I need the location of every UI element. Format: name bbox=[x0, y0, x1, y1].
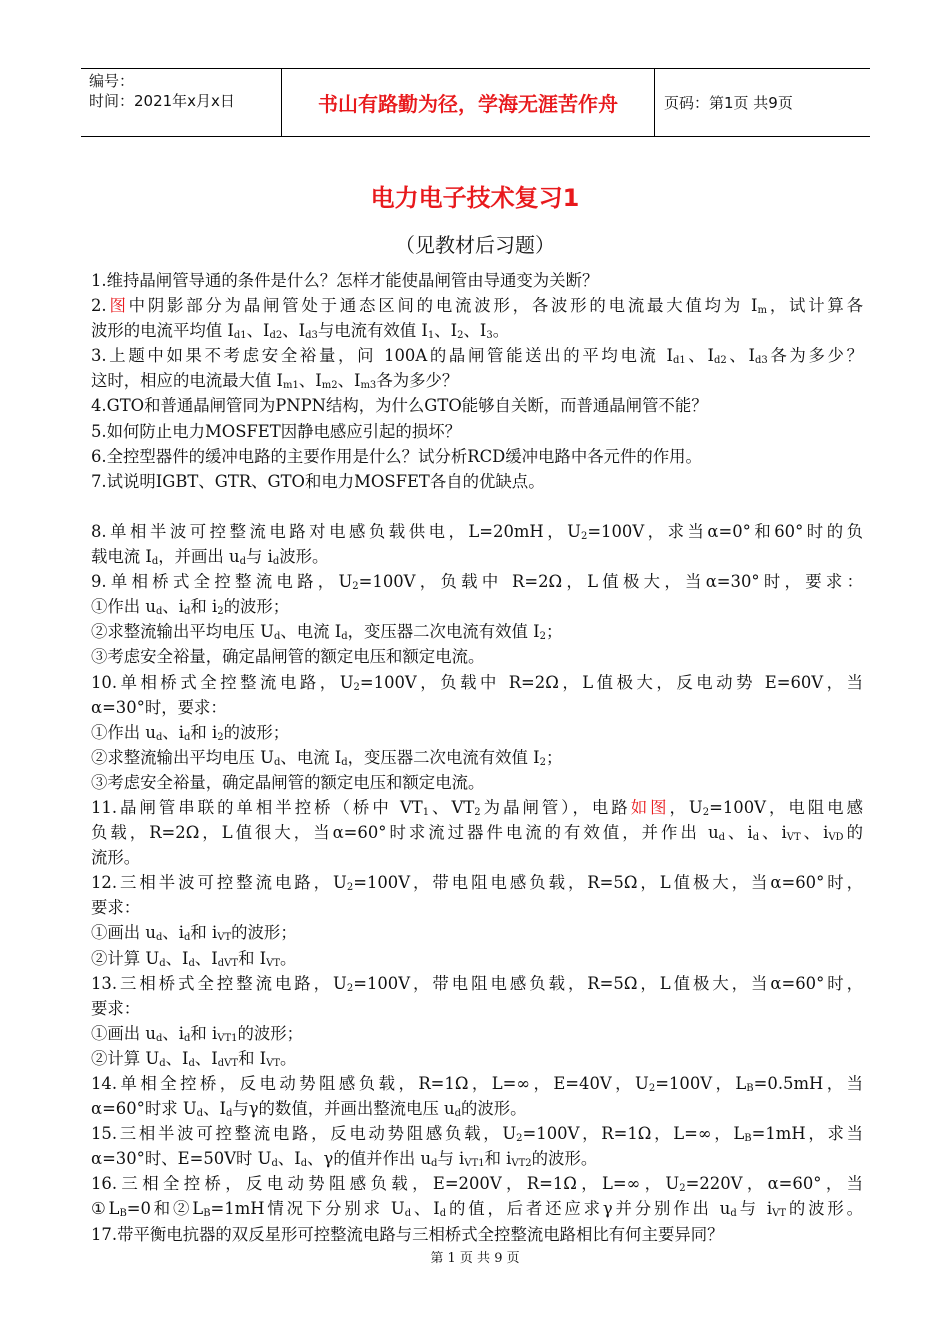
header-motto: 书山有路勤为径，学海无涯苦作舟 bbox=[282, 69, 655, 136]
number-label: 编号： bbox=[89, 72, 135, 90]
question-line: ②计算 $U_d$、$I_d$、$I_{dVT}$和 $I_{VT}$。 bbox=[91, 948, 297, 969]
question-line: 2.图中阴影部分为晶闸管处于通态区间的电流波形，各波形的电流最大值均为 $I_m$，试计算各 bbox=[91, 296, 864, 317]
header-meta bbox=[81, 69, 282, 136]
question-line: α=30°时、E=50V时 $U_d$、$I_d$、γ的值并作出 $u_d$与 $i_{VT1}$和 $i_{VT2}$的波形。 bbox=[91, 1149, 598, 1170]
question-line: ①作出 $u_d$、$i_d$和 $i_2$的波形； bbox=[91, 722, 290, 743]
page-footer: 第 1 页 共 9 页 bbox=[430, 1251, 520, 1266]
question-line: ①画出 $u_d$、$i_d$和 $i_{VT}$的波形； bbox=[91, 923, 297, 944]
question-line: 16.三相全控桥，反电动势阻感负载，E=200V，R=1Ω，L=∞，$U_2=220V$，α=60°，当 bbox=[91, 1174, 863, 1195]
question-line: 波形的电流平均值 $I_{d1}$、$I_{d2}$、$I_{d3}$与电流有效值 $I_1$、$I_2$、$I_3$。 bbox=[91, 321, 510, 342]
question-line: 5.如何防止电力MOSFET因静电感应引起的损坏？ bbox=[91, 421, 461, 441]
question-line: ③考虑安全裕量，确定晶闸管的额定电压和额定电流。 bbox=[91, 772, 485, 792]
question-line: ②求整流输出平均电压 $U_d$、电流 $I_d$，变压器二次电流有效值 $I_2$； bbox=[91, 747, 563, 768]
question-line: 4.GTO和普通晶闸管同为PNPN结构，为什么GTO能够自关断，而普通晶闸管不能？ bbox=[91, 396, 708, 416]
question-line: 要求： bbox=[91, 998, 141, 1018]
question-line: ①画出 $u_d$、$i_d$和 $i_{VT1}$的波形； bbox=[91, 1023, 304, 1044]
question-line: 负载，R=2Ω，L值很大，当α=60°时求流过器件电流的有效值，并作出 $u_d$、$i_d$、$i_{VT}$、$i_{VD}$的 bbox=[91, 823, 863, 844]
question-list bbox=[91, 268, 863, 1247]
question-line: 1.维持晶闸管导通的条件是什么？怎样才能使晶闸管由导通变为关断？ bbox=[91, 271, 599, 290]
question-line: 13.三相桥式全控整流电路，$U_2=100V$，带电阻电感负载，R=5Ω，L值极大，当α=60°时， bbox=[91, 973, 863, 994]
question-line: 12.三相半波可控整流电路，$U_2=100V$，带电阻电感负载，R=5Ω，L值极大，当α=60°时， bbox=[91, 873, 863, 894]
question-line: 载电流 $I_d$，并画出 $u_d$与 $i_d$波形。 bbox=[91, 547, 329, 568]
question-line: α=60°时求 $U_d$、$I_d$与γ的数值，并画出整流电压 $u_d$的波形。 bbox=[91, 1099, 527, 1120]
blank-line bbox=[91, 494, 863, 519]
question-line: ①作出 $u_d$、$i_d$和 $i_2$的波形； bbox=[91, 597, 290, 618]
question-line: ②求整流输出平均电压 $U_d$、电流 $I_d$，变压器二次电流有效值 $I_2$； bbox=[91, 622, 563, 643]
question-line: 10.单相桥式全控整流电路，$U_2=100V$，负载中 R=2Ω，L值极大，反电动势 E=60V，当 bbox=[91, 672, 863, 693]
question-line: α=30°时，要求： bbox=[91, 697, 227, 717]
question-line: 这时，相应的电流最大值 $I_{m1}$、$I_{m2}$、$I_{m3}$各为多少？ bbox=[91, 371, 459, 392]
question-line: 9.单相桥式全控整流电路，$U_2=100V$，负载中 R=2Ω，L值极大，当α=30°时，要求： bbox=[91, 572, 863, 593]
time-label: 时间：2021年x月x日 bbox=[89, 92, 235, 110]
question-line: 6.全控型器件的缓冲电路的主要作用是什么？试分析RCD缓冲电路中各元件的作用。 bbox=[91, 446, 702, 466]
page-title: 电力电子技术复习1 bbox=[370, 184, 580, 212]
question-line: 3.上题中如果不考虑安全裕量，问 100A的晶闸管能送出的平均电流 $I_{d1}$、$I_{d2}$、$I_{d3}$各为多少？ bbox=[91, 346, 864, 367]
question-line: 8.单相半波可控整流电路对电感负载供电，L=20mH，$U_2=100V$，求当α=0°和60°时的负 bbox=[91, 521, 863, 542]
question-line: 15.三相半波可控整流电路，反电动势阻感负载，$U_2=100V$，R=1Ω，L=∞，$L_B=1mH$，求当 bbox=[91, 1124, 863, 1145]
question-line: $①L_B=0$和$②L_B=1mH$情况下分别求 $U_d$、$I_d$的值，后者还应求γ并分别作出 $u_d$与 $i_{VT}$的波形。 bbox=[91, 1199, 864, 1220]
question-line: 17.带平衡电抗器的双反星形可控整流电路与三相桥式全控整流电路相比有何主要异同？ bbox=[91, 1224, 724, 1244]
question-line: 11.晶闸管串联的单相半控桥（桥中 $VT_1$、$VT_2$为晶闸管），电路如图，$U_2=100V$，电阻电感 bbox=[91, 797, 863, 818]
document-header bbox=[81, 68, 870, 137]
question-line: 要求： bbox=[91, 898, 141, 918]
question-line: 14.单相全控桥，反电动势阻感负载，R=1Ω，L=∞，E=40V，$U_2=100V$，$L_B=0.5mH$，当 bbox=[91, 1074, 863, 1094]
question-line: 7.试说明IGBT、GTR、GTO和电力MOSFET各自的优缺点。 bbox=[91, 471, 545, 491]
question-line: 流形。 bbox=[91, 848, 141, 868]
header-page-info: 页码：第1页 共9页 bbox=[664, 94, 793, 112]
page-subtitle: （见教材后习题） bbox=[395, 233, 555, 257]
question-line: ②计算 $U_d$、$I_d$、$I_{dVT}$和 $I_{VT}$。 bbox=[91, 1048, 297, 1069]
question-line: ③考虑安全裕量，确定晶闸管的额定电压和额定电流。 bbox=[91, 647, 485, 667]
